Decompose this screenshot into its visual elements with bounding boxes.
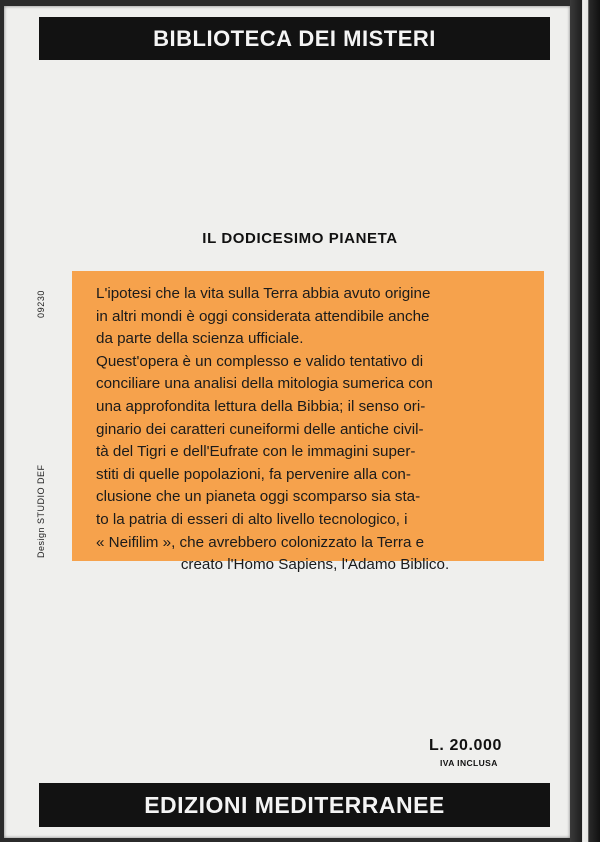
book-title: IL DODICESIMO PIANETA [202, 230, 398, 247]
catalog-code: 09230 [36, 289, 46, 318]
series-band: BIBLIOTECA DEI MISTERI [39, 17, 550, 60]
blurb-text [96, 283, 534, 577]
blurb-line: ginario dei caratteri cuneiformi delle antiche civil- [96, 420, 424, 438]
blurb-line: in altri mondi è oggi considerata attendibile anche [96, 307, 430, 325]
blurb-line: creato l'Homo Sapiens, l'Adamo Biblico. [180, 556, 450, 574]
blurb-line: tà del Tigri e dell'Eufrate con le immagini super- [96, 443, 416, 461]
blurb-line: conciliare una analisi della mitologia sumerica con [96, 375, 433, 393]
publisher-band: EDIZIONI MEDITERRANEE [39, 783, 550, 827]
blurb-line: una approfondita lettura della Bibbia; il senso ori- [96, 397, 426, 415]
blurb-line: L'ipotesi che la vita sulla Terra abbia avuto origine [96, 285, 431, 302]
design-credit: Design STUDIO DEF [36, 464, 46, 558]
price-note: IVA INCLUSA [440, 758, 498, 768]
price: L. 20.000 [429, 737, 503, 754]
blurb-line: da parte della scienza ufficiale. [96, 330, 304, 348]
blurb-line: stiti di quelle popolazioni, fa pervenire alla con- [96, 465, 411, 483]
blurb-line: to la patria di esseri di alto livello tecnologico, i [96, 510, 408, 528]
blurb-line: Quest'opera è un complesso e valido tentativo di [96, 352, 424, 370]
page-edge [570, 0, 600, 842]
blurb-line: « Neifilim », che avrebbero colonizzato la Terra e [96, 533, 425, 551]
blurb-line: clusione che un pianeta oggi scomparso sia sta- [96, 488, 421, 506]
